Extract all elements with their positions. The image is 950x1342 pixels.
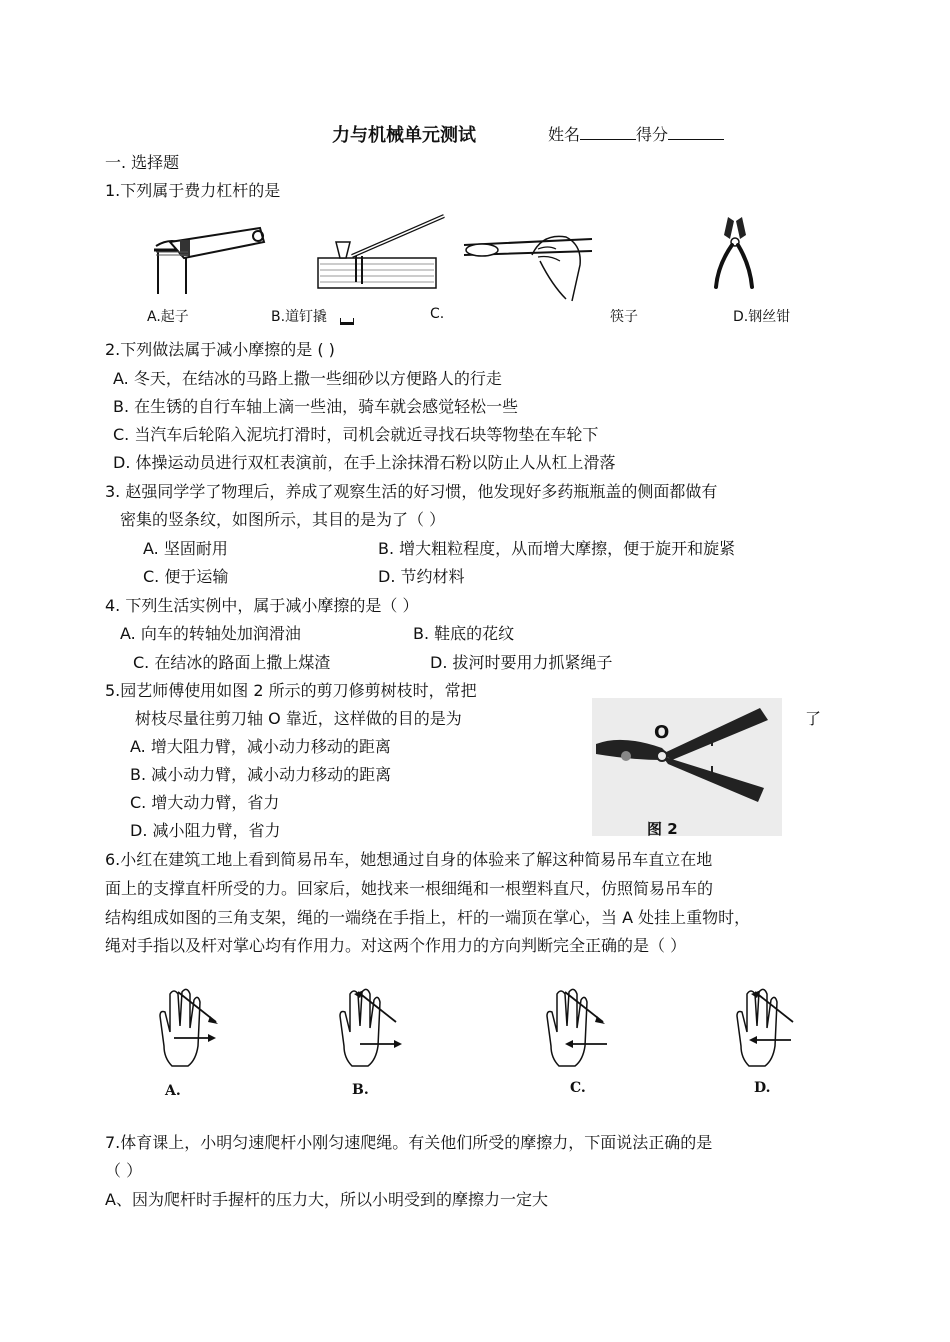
name-label: 姓名	[548, 125, 581, 144]
q7-option-a: A、因为爬杆时手握杆的压力大，所以小明受到的摩擦力一定大	[105, 1190, 548, 1209]
q4-option-a: A. 向车的转轴处加润滑油	[120, 624, 301, 643]
q6-caption-a: A.	[165, 1083, 181, 1099]
q6-caption-b: B.	[352, 1082, 369, 1098]
q6-caption-d: D.	[754, 1080, 771, 1096]
pruning-shears-figure	[592, 698, 782, 836]
q3-option-d: D. 节约材料	[378, 567, 465, 586]
q2-stem: 2.下列做法属于减小摩擦的是 ( )	[105, 340, 335, 359]
q5-line-2-tail: 了	[805, 709, 822, 728]
q1-caption-c: C.	[430, 306, 445, 322]
bottle-opener-figure	[150, 222, 275, 297]
q2-option-b: B. 在生锈的自行车轴上滴一些油，骑车就会感觉轻松一些	[113, 397, 519, 416]
q4-option-d: D. 拔河时要用力抓紧绳子	[430, 653, 613, 672]
pliers-figure	[710, 215, 760, 290]
q7-stem: 7.体育课上，小明匀速爬杆小刚匀速爬绳。有关他们所受的摩擦力，下面说法正确的是	[105, 1133, 713, 1152]
score-blank	[668, 123, 724, 140]
q1-caption-b-mark	[340, 318, 354, 325]
name-field	[548, 122, 724, 145]
scissors-axis-label: O	[654, 722, 670, 743]
page-title: 力与机械单元测试	[332, 125, 476, 146]
q2-option-a: A. 冬天，在结冰的马路上撒一些细砂以方便路人的行走	[113, 369, 502, 388]
q2-option-d: D. 体操运动员进行双杠表演前，在手上涂抹滑石粉以防止人从杠上滑落	[113, 453, 616, 472]
q5-line-1: 5.园艺师傅使用如图 2 所示的剪刀修剪树枝时，常把	[105, 681, 477, 700]
q4-stem: 4. 下列生活实例中，属于减小摩擦的是（ ）	[105, 596, 419, 615]
score-label: 得分	[636, 125, 669, 144]
hand-figure-c	[537, 986, 617, 1071]
q6-line-2: 面上的支撑直杆所受的力。回家后，她找来一根细绳和一根塑料直尺，仿照简易吊车的	[105, 879, 714, 898]
hand-figure-a	[150, 986, 225, 1071]
q6-line-3: 结构组成如图的三角支架，绳的一端绕在手指上，杆的一端顶在掌心，当 A 处挂上重物时，	[105, 908, 751, 927]
q3-line-2: 密集的竖条纹，如图所示，其目的是为了（ ）	[120, 510, 446, 529]
q6-caption-c: C.	[570, 1080, 586, 1096]
q5-option-c: C. 增大动力臂，省力	[130, 793, 280, 812]
q1-caption-a: A.起子	[147, 309, 189, 325]
q5-option-b: B. 减小动力臂，减小动力移动的距离	[130, 765, 392, 784]
q5-line-2: 树枝尽量往剪刀轴 O 靠近，这样做的目的是为	[135, 709, 462, 728]
q3-line-1: 3. 赵强同学学了物理后，养成了观察生活的好习惯，他发现好多药瓶瓶盖的侧面都做有	[105, 482, 718, 501]
q7-paren: （ ）	[105, 1161, 143, 1180]
figure-2-label: 图 2	[647, 820, 678, 838]
name-blank	[580, 123, 636, 140]
q1-caption-d: D.钢丝钳	[733, 309, 791, 325]
q5-option-d: D. 减小阻力臂，省力	[130, 821, 281, 840]
q2-option-c: C. 当汽车后轮陷入泥坑打滑时，司机会就近寻找石块等物垫在车轮下	[113, 425, 599, 444]
hand-figure-d	[727, 986, 802, 1071]
hand-figure-b	[330, 986, 410, 1071]
q1-stem: 1.下列属于费力杠杆的是	[105, 181, 281, 200]
chopsticks-figure	[462, 225, 602, 305]
q6-line-1: 6.小红在建筑工地上看到简易吊车，她想通过自身的体验来了解这种简易吊车直立在地	[105, 850, 713, 869]
section-heading: 一. 选择题	[105, 153, 180, 172]
q3-option-b: B. 增大粗粒程度，从而增大摩擦，便于旋开和旋紧	[378, 539, 736, 558]
q6-line-4: 绳对手指以及杆对掌心均有作用力。对这两个作用力的方向判断完全正确的是（ ）	[105, 936, 687, 955]
q3-option-a: A. 坚固耐用	[143, 539, 228, 558]
q1-caption-b: B.道钉撬	[271, 309, 328, 325]
q1-caption-chopsticks: 筷子	[610, 309, 638, 325]
q4-option-b: B. 鞋底的花纹	[413, 624, 515, 643]
q4-option-c: C. 在结冰的路面上撒上煤渣	[133, 653, 331, 672]
q5-option-a: A. 增大阻力臂，减小动力移动的距离	[130, 737, 391, 756]
q3-option-c: C. 便于运输	[143, 567, 229, 586]
spike-puller-figure	[316, 212, 456, 297]
